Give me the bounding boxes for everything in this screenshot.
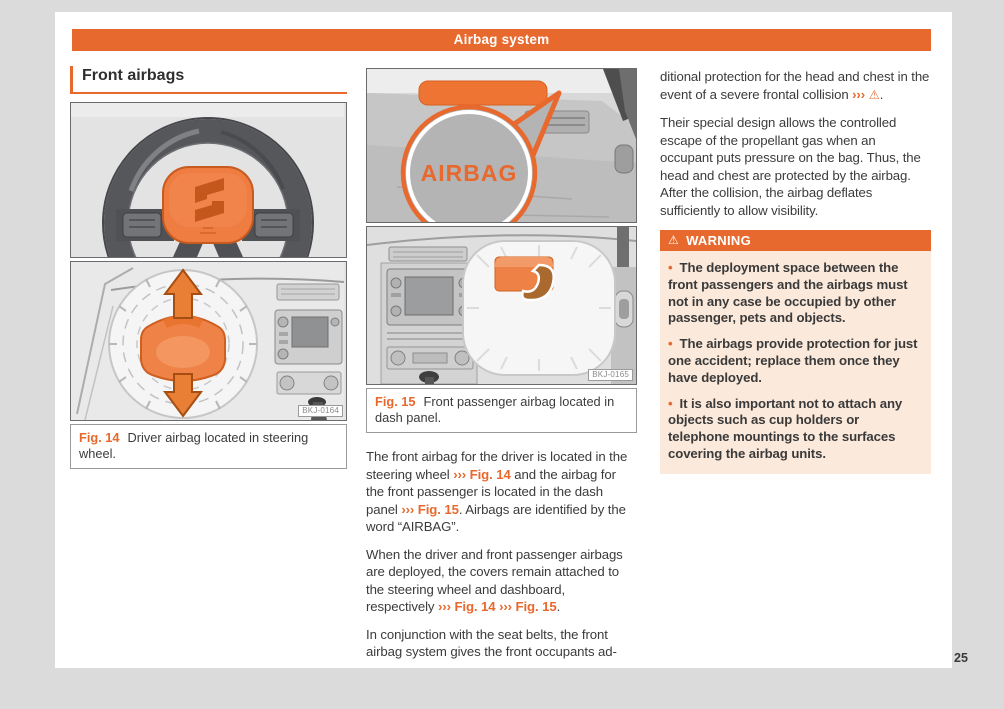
text-run: When the driver and front passenger airbags are deployed, the covers remain attached to the steering wheel and dashboard, respectively <box>366 546 623 614</box>
warning-item-text: The deployment space between the front passengers and the airbags must not in any case be occupied by other passenger, pets and objects. <box>668 260 908 326</box>
paragraph <box>366 448 637 536</box>
dash-airbag-location-illustration <box>367 69 636 222</box>
warning-body <box>660 251 931 474</box>
text-run: . <box>879 86 884 102</box>
figure-14-caption <box>70 424 347 469</box>
airbag-callout-text: AIRBAG <box>420 160 518 186</box>
paragraph <box>660 114 931 219</box>
figure-15-caption <box>366 388 637 433</box>
warning-triangle-icon: ⚠ <box>868 87 880 102</box>
figure-14 <box>70 102 347 469</box>
figure-15-dash-panel-image <box>366 68 637 223</box>
text-run: . <box>556 599 561 614</box>
warning-header <box>660 230 931 251</box>
right-column <box>660 68 931 474</box>
paragraph <box>366 546 637 616</box>
right-body-text <box>660 68 931 219</box>
page-number: 25 <box>954 651 968 665</box>
warning-triangle-icon: ⚠ <box>668 233 680 247</box>
left-column <box>70 66 347 469</box>
warning-item-text: The airbags provide protection for just one accident; replace them once they have deployed. <box>668 336 918 385</box>
figure-15 <box>366 68 637 433</box>
text-run: ditional protection for the head and chest in the event of a severe frontal collision <box>660 69 930 102</box>
figure-14-label: Fig. 14 <box>79 430 120 445</box>
figure-14-caption-text: Driver airbag located in steering wheel. <box>79 430 309 461</box>
section-title: Front airbags <box>70 66 347 94</box>
figure-15-label: Fig. 15 <box>375 394 416 409</box>
paragraph <box>366 626 637 661</box>
middle-column <box>366 68 637 661</box>
deployed-driver-airbag-illustration <box>71 262 344 420</box>
image-code-tag: BKJ-0164 <box>298 405 343 417</box>
bullet-icon: • <box>668 395 673 411</box>
text-run: and the airbag for the front passenger is located in the dash panel <box>366 466 616 517</box>
figure-14-reference-link[interactable]: ››› Fig. 14 <box>453 466 511 482</box>
warning-item-text: It is also important not to attach any objects such as cup holders or telephone mountings to the surfaces covering the airbag units. <box>668 395 903 461</box>
warning-reference-link[interactable]: ››› <box>852 86 869 102</box>
warning-item <box>668 260 923 327</box>
middle-body-text <box>366 448 637 661</box>
text-run: . Airbags are identified by the word “AIRBAG”. <box>366 501 626 534</box>
chapter-header: Airbag system <box>72 29 931 51</box>
bullet-icon: • <box>668 260 673 275</box>
image-code-tag: BKJ-0165 <box>588 369 633 381</box>
figure-15-deployed-airbag-image <box>366 226 637 385</box>
text-run: The front airbag for the driver is located in the steering wheel <box>366 449 628 482</box>
text-run: In conjunction with the seat belts, the front airbag system gives the front occupants ad- <box>366 626 617 659</box>
paragraph <box>660 68 931 104</box>
page-sheet <box>55 12 952 668</box>
warning-box <box>660 230 931 474</box>
warning-title: WARNING <box>686 233 751 248</box>
warning-item <box>668 396 923 463</box>
steering-wheel-illustration <box>71 103 344 257</box>
figure-14-reference-link[interactable]: ››› Fig. 14 <box>438 599 496 614</box>
figure-15-caption-text: Front passenger airbag located in dash panel. <box>375 394 615 425</box>
warning-item <box>668 336 923 386</box>
figure-14-interior-image <box>70 261 347 421</box>
figure-14-steering-wheel-image <box>70 102 347 258</box>
text-run: Their special design allows the controlled escape of the propellant gas when an occupant puts pressure on the bag. Thus, the head and chest are protected by the airbag. After the collision, the airbag deflates sufficiently to allow visibility. <box>660 115 921 218</box>
bullet-icon: • <box>668 336 673 352</box>
figure-15-reference-link[interactable]: ››› Fig. 15 <box>499 599 557 614</box>
figure-15-reference-link[interactable]: ››› Fig. 15 <box>401 501 459 517</box>
deployed-passenger-airbag-illustration <box>367 227 636 384</box>
